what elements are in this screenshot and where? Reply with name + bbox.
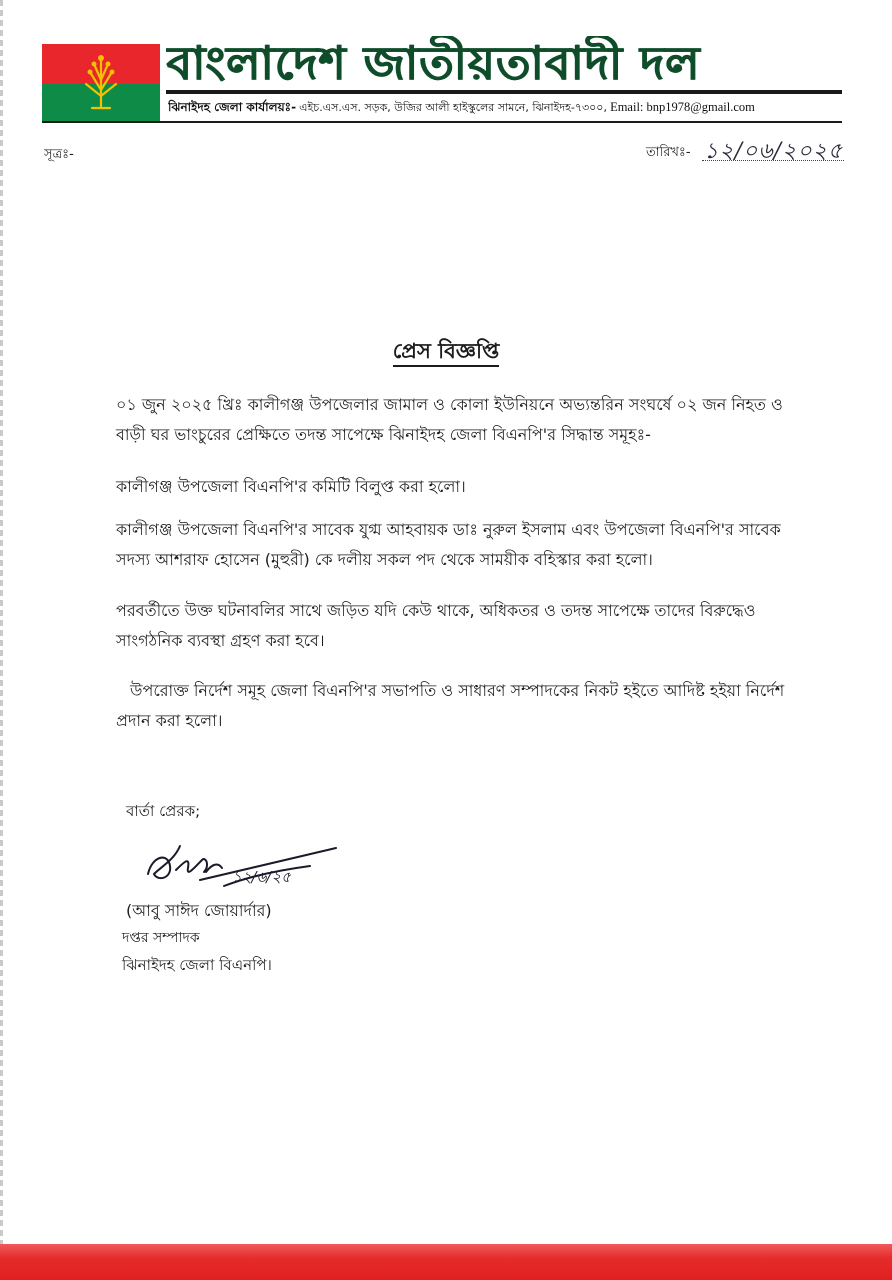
date-dotted-line (702, 160, 844, 161)
office-address-line (168, 96, 842, 118)
footer-red-band (0, 1244, 892, 1280)
signatory-organization: ঝিনাইদহ জেলা বিএনপি। (122, 956, 272, 974)
reference-label: সূত্রঃ- (44, 147, 74, 162)
signatory-name: (আবু সাঈদ জোয়ার্দার) (126, 901, 272, 920)
press-release-title-text: প্রেস বিজ্ঞপ্তি (393, 339, 499, 367)
paragraph-closing: উপরোক্ত নির্দেশ সমূহ জেলা বিএনপি'র সভাপতি ও সাধারণ সম্পাদকের নিকট হইতে আদিষ্ট হইয়া নির্দেশ প্রদান করা হলো। (116, 681, 785, 730)
paragraph-intro: ০১ জুন ২০২৫ খ্রিঃ কালীগঞ্জ উপজেলার জামাল ও কোলা ইউনিয়নে অভ্যন্তরিন সংঘর্ষে ০২ জন নিহত ও বাড়ী ঘর ভাংচুরের প্রেক্ষিতে তদন্ত সাপেক্ষে ঝিনাইদহ জেলা বিএনপি'র সিদ্ধান্ত সমূহঃ- (116, 395, 783, 444)
office-address: এইচ.এস.এস. সড়ক, উজির আলী হাইস্কুলের সামনে, ঝিনাইদহ-৭৩০০, (299, 101, 607, 114)
title-underline (166, 90, 842, 94)
signature-date: ১২/৬/২৫ (232, 868, 291, 886)
date-handwritten: ১২/০৬/২০২৫ (704, 139, 844, 164)
office-label: ঝিনাইদহ জেলা কার্যালয়ঃ- (168, 100, 297, 114)
party-flag-logo (42, 44, 160, 122)
header-divider (42, 121, 842, 123)
handwritten-signature (140, 826, 340, 900)
sender-label: বার্তা প্রেরক; (126, 802, 201, 820)
signatory-post: দপ্তর সম্পাদক (122, 930, 200, 946)
paragraph-decision-3: পরবর্তীতে উক্ত ঘটনাবলির সাথে জড়িত যদি কেউ থাকে, অধিকতর ও তদন্ত সাপেক্ষে তাদের বিরুদ্ধেও সাংগঠনিক ব্যবস্থা গ্রহণ করা হবে। (116, 601, 756, 650)
party-name-heading: বাংলাদেশ জাতীয়তাবাদী দল (166, 36, 701, 90)
paragraph-decision-2: কালীগঞ্জ উপজেলা বিএনপি'র সাবেক যুগ্ম আহবায়ক ডাঃ নুরুল ইসলাম এবং উপজেলা বিএনপি'র সাবেক সদস্য আশরাফ হোসেন (মুহুরী) কে দলীয় সকল পদ থেকে সাময়ীক বহিস্কার করা হলো। (116, 520, 781, 569)
date-label: তারিখঃ- (646, 145, 691, 160)
office-email: Email: bnp1978@gmail.com (610, 100, 755, 114)
scan-edge (0, 0, 3, 1280)
press-release-title (0, 335, 892, 370)
date-field (646, 134, 846, 170)
paragraph-decision-1: কালীগঞ্জ উপজেলা বিএনপি'র কমিটি বিলুপ্ত করা হলো। (116, 477, 466, 496)
